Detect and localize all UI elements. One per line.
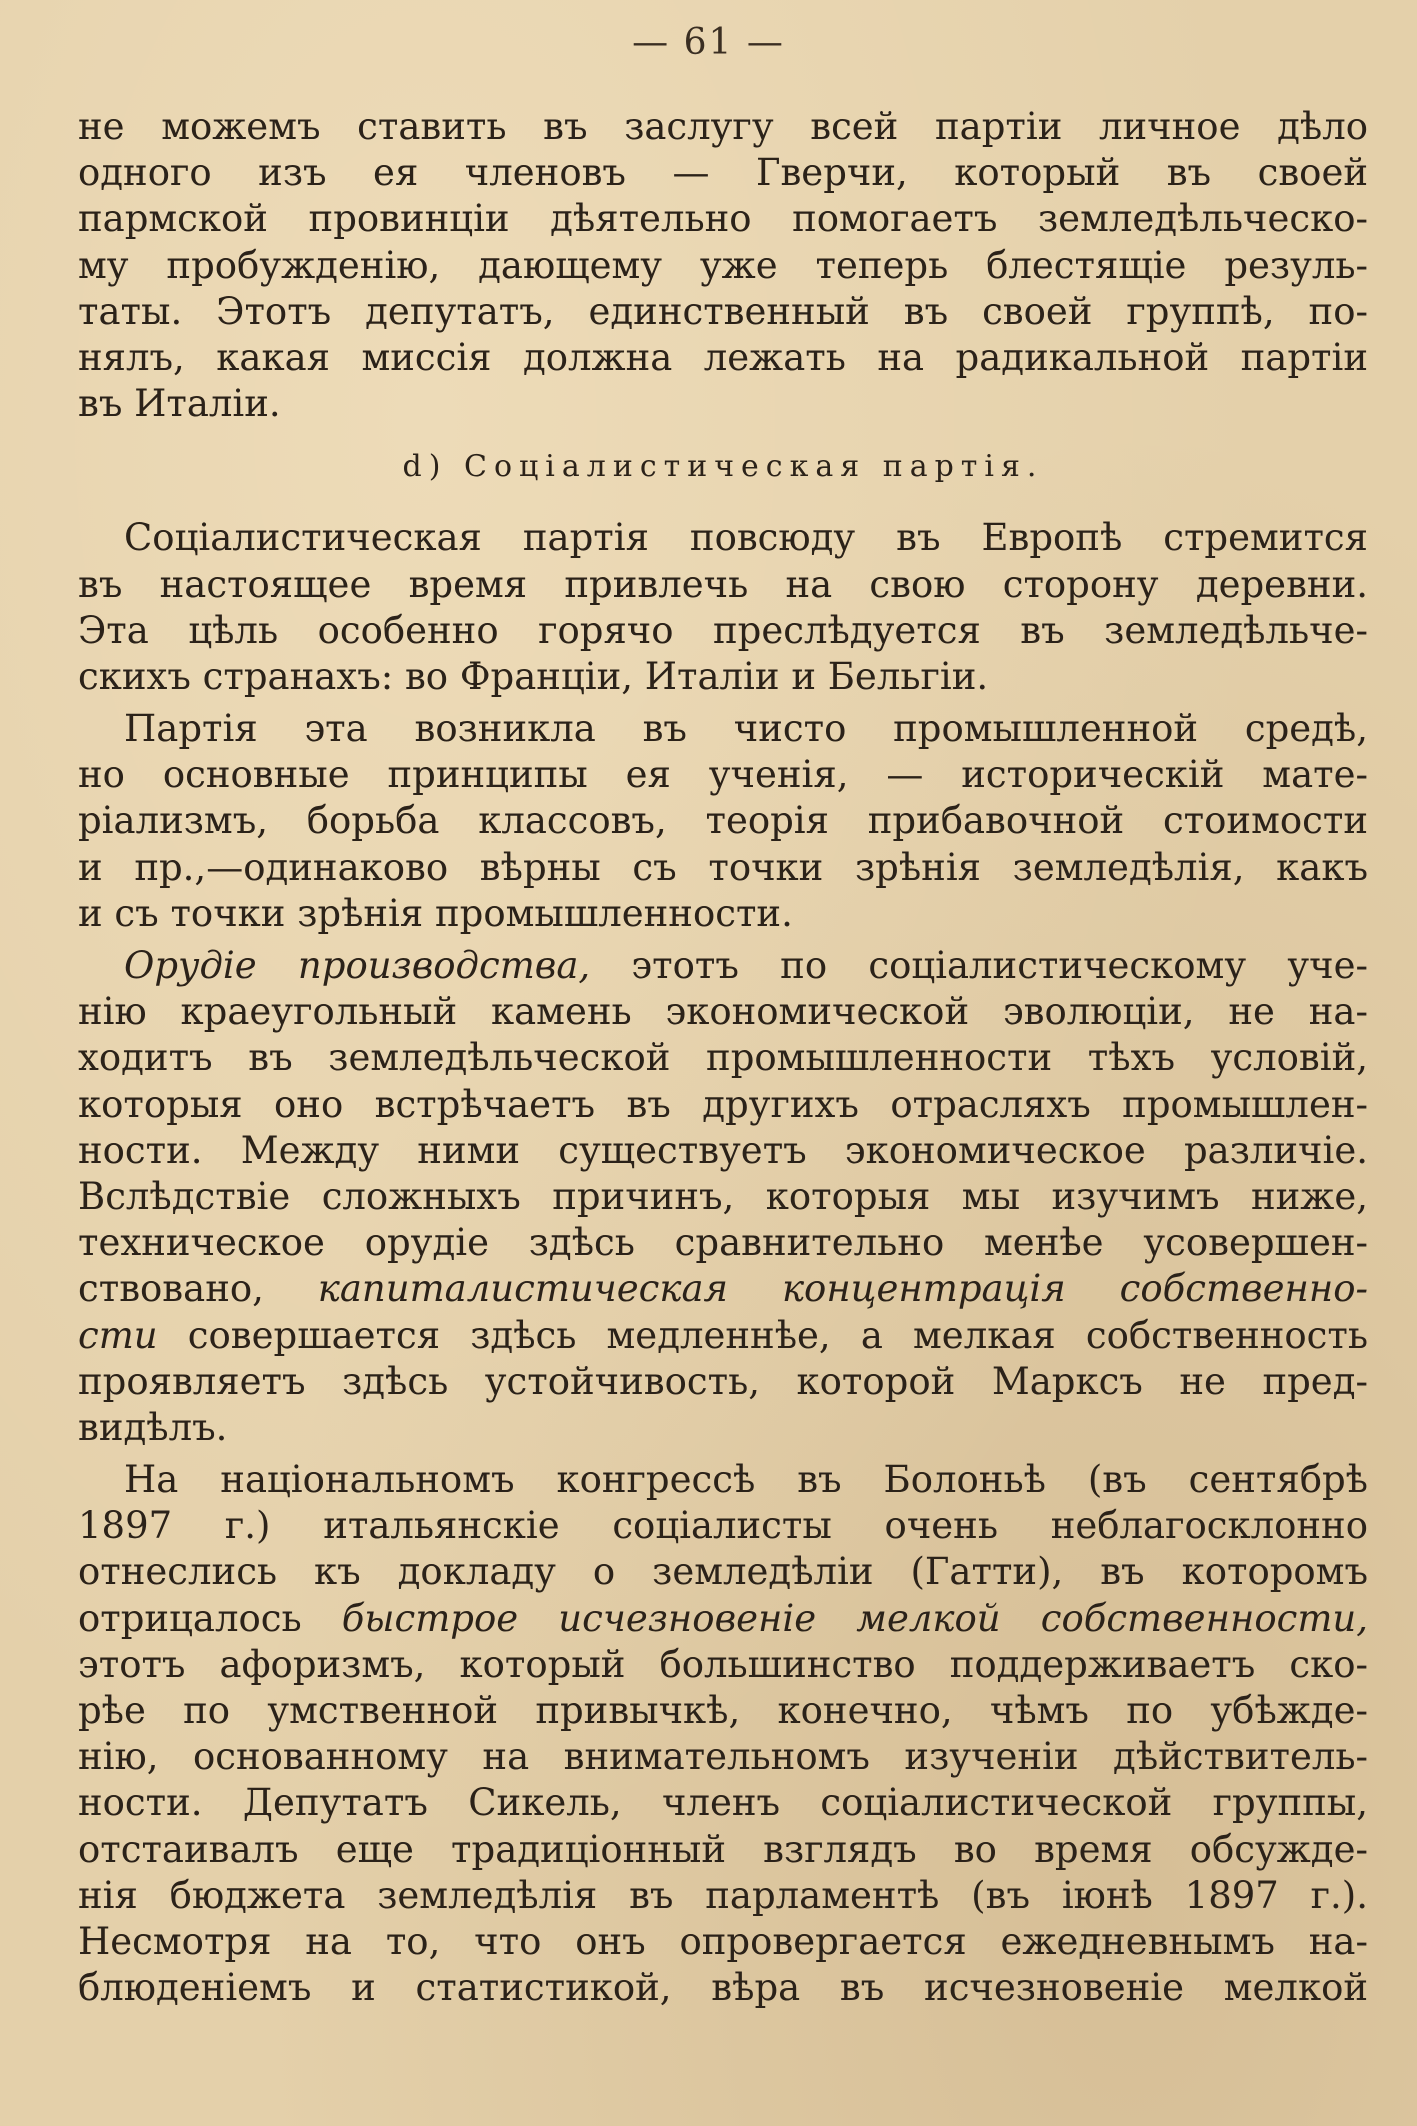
text-line: пармской провинціи дѣятельно помогаетъ земледѣльческо- xyxy=(78,197,1368,241)
text-line: Эта цѣль особенно горячо преслѣдуется въ земледѣльче- xyxy=(78,608,1368,652)
text-line: и пр.,—одинаково вѣрны съ точки зрѣнія земледѣлія, какъ xyxy=(78,845,1368,889)
text-line: скихъ странахъ: во Франціи, Италіи и Бельгіи. xyxy=(78,654,989,698)
text-line: ности. Между ними существуетъ экономическое различіе. xyxy=(78,1128,1368,1172)
text-line: проявляетъ здѣсь устойчивость, которой Марксъ не пред- xyxy=(78,1359,1368,1403)
text-line: Вслѣдствіе сложныхъ причинъ, которыя мы изучимъ ниже, xyxy=(78,1174,1368,1218)
page-number: — 61 — xyxy=(632,22,785,63)
italic-phrase: Орудіе производства, xyxy=(124,944,591,987)
text-line xyxy=(78,943,1368,989)
text-line: Партія эта возникла въ чисто промышленной средѣ, xyxy=(124,707,1368,751)
text-line: рѣе по умственной привычкѣ, конечно, чѣмъ по убѣжде- xyxy=(78,1689,1368,1732)
page-text xyxy=(78,104,1368,2011)
text-line: одного изъ ея членовъ — Гверчи, который въ своей xyxy=(78,151,1368,195)
paragraph-bologna-congress xyxy=(78,1457,1368,2011)
text-line: блюденіемъ и статистикой, вѣра въ исчезновеніе мелкой xyxy=(78,1966,1368,2010)
text-line xyxy=(78,1266,1368,1312)
text-line: въ настоящее время привлечь на свою сторону деревни. xyxy=(78,562,1368,606)
text-line: техническое орудіе здѣсь сравнительно менѣе усовершен- xyxy=(78,1221,1368,1265)
text-line: отнеслись къ докладу о земледѣліи (Гатти), въ которомъ xyxy=(78,1550,1368,1594)
text-fragment: совершается здѣсь медленнѣе, а мелкая собственность xyxy=(157,1313,1368,1357)
text-line xyxy=(78,1313,1368,1359)
section-heading-prefix: d) xyxy=(402,449,464,485)
text-line: отстаивалъ еще традиціонный взглядъ во время обсужде- xyxy=(78,1827,1368,1871)
text-line: которыя оно встрѣчаетъ въ другихъ отрасляхъ промышлен- xyxy=(78,1082,1368,1126)
text-line: ріализмъ, борьба классовъ, теорія прибавочной стоимости xyxy=(78,799,1368,843)
text-fragment: ствовано, xyxy=(78,1267,318,1311)
text-fragment: этотъ по соціалистическому уче- xyxy=(590,944,1368,987)
text-line: ходитъ въ земледѣльческой промышленности тѣхъ условій, xyxy=(78,1036,1368,1080)
text-fragment: отрицалось xyxy=(78,1596,342,1640)
text-line: Несмотря на то, что онъ опровергается ежедневнымъ на- xyxy=(78,1919,1368,1963)
paragraph-party-origins xyxy=(78,706,1368,937)
text-line: му пробужденію, дающему уже теперь блестящіе резуль- xyxy=(78,243,1368,287)
text-line: Соціалистическая партія повсюду въ Европѣ стремится xyxy=(124,516,1368,560)
text-line: нію, основанному на внимательномъ изученіи дѣйствитель- xyxy=(78,1735,1368,1779)
text-line: и съ точки зрѣнія промышленности. xyxy=(78,891,793,935)
text-line: не можемъ ставить въ заслугу всей партіи личное дѣло xyxy=(78,105,1368,148)
text-line: нялъ, какая миссія должна лежать на радикальной партіи xyxy=(78,335,1368,379)
italic-phrase: быстрое исчезновеніе мелкой собственности, xyxy=(341,1596,1368,1640)
paragraph-tools-of-production xyxy=(78,943,1368,1451)
paragraph-socialist-party-intro xyxy=(78,515,1368,700)
text-line: На національномъ конгрессѣ въ Болоньѣ (въ сентябрѣ xyxy=(124,1458,1368,1502)
text-line: въ Италіи. xyxy=(78,382,281,426)
text-line: видѣлъ. xyxy=(78,1405,228,1449)
text-line: этотъ афоризмъ, который большинство поддерживаетъ ско- xyxy=(78,1642,1368,1686)
section-heading xyxy=(78,437,1368,497)
text-line xyxy=(78,1596,1368,1642)
text-line: 1897 г.) итальянскіе соціалисты очень неблагосклонно xyxy=(78,1504,1368,1548)
text-line: нію краеугольный камень экономической эволюціи, не на- xyxy=(78,990,1368,1034)
section-heading-title: Соціалистическая партія. xyxy=(463,449,1044,485)
paragraph-radical-party-end xyxy=(78,104,1368,427)
text-line: ности. Депутатъ Сикель, членъ соціалистической группы, xyxy=(78,1781,1368,1825)
italic-phrase: сти xyxy=(78,1313,158,1357)
text-line: нія бюджета земледѣлія въ парламентѣ (въ іюнѣ 1897 г.). xyxy=(78,1873,1368,1917)
text-line: таты. Этотъ депутатъ, единственный въ своей группѣ, по- xyxy=(78,289,1368,333)
italic-phrase: капиталистическая концентрація собственно- xyxy=(317,1267,1368,1311)
text-line: но основные принципы ея ученія, — историческій мате- xyxy=(78,753,1368,797)
